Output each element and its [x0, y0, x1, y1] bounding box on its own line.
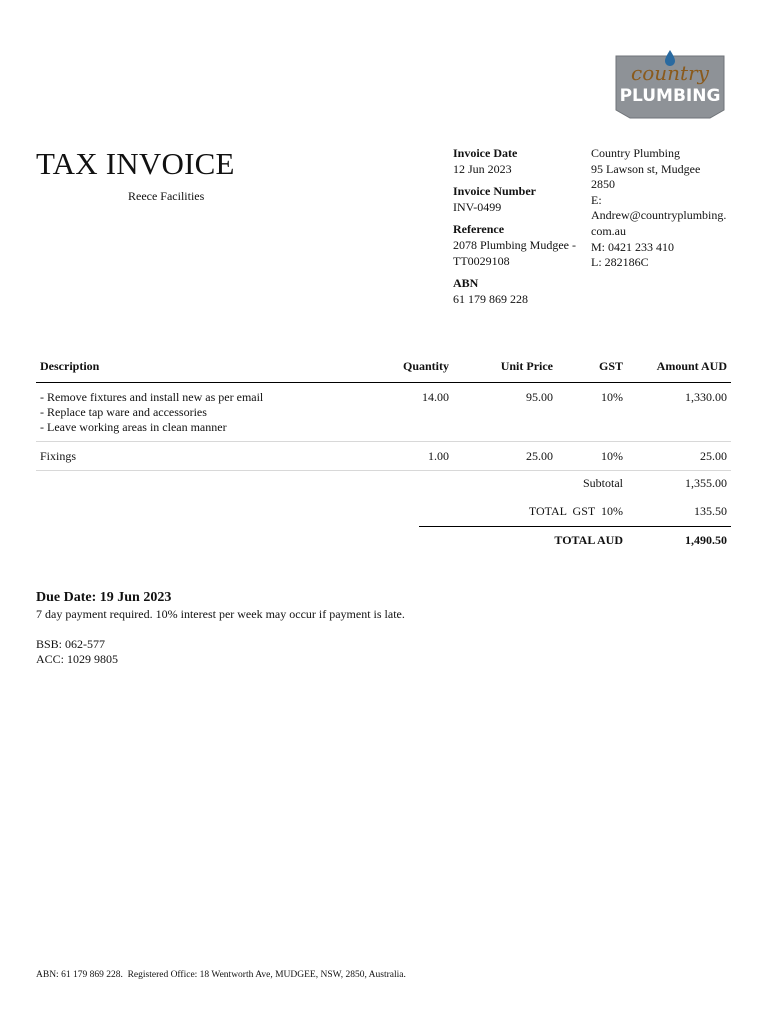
description-line: - Remove fixtures and install new as per email: [40, 390, 264, 404]
company-name: Country Plumbing: [591, 146, 681, 160]
totals-block: [419, 470, 731, 555]
recipient-name: Reece Facilities: [128, 189, 205, 203]
grand-total-label: TOTAL AUD: [554, 533, 623, 547]
col-amount: Amount AUD: [656, 359, 727, 373]
item-unit-price: 25.00: [526, 449, 553, 463]
logo-bold-text: PLUMBING: [619, 86, 721, 106]
company-email: Andrew@countryplumbing.com.au: [591, 208, 727, 238]
item-quantity: 1.00: [428, 449, 449, 463]
email-label: E:: [591, 192, 602, 207]
item-gst: 10%: [601, 449, 623, 463]
company-logo: [612, 50, 728, 122]
abn-label: ABN: [453, 276, 479, 291]
invoice-number-label: Invoice Number: [453, 184, 536, 199]
grand-total-value: 1,490.50: [685, 533, 727, 547]
page-title: TAX INVOICE: [36, 146, 235, 181]
account-number: ACC: 1029 9805: [36, 652, 119, 666]
item-gst: 10%: [601, 390, 623, 404]
payment-terms: 7 day payment required. 10% interest per week may occur if payment is late.: [36, 607, 405, 621]
subtotal-row: [419, 470, 731, 498]
logo-script-text: country: [631, 61, 709, 85]
invoice-meta: [453, 146, 591, 307]
subtotal-label: Subtotal: [582, 476, 623, 490]
item-description: Fixings: [40, 449, 77, 463]
company-mobile: M: 0421 233 410: [591, 239, 675, 254]
bsb: BSB: 062-577: [36, 637, 106, 651]
item-unit-price: 95.00: [526, 390, 553, 404]
reference-label: Reference: [453, 222, 505, 237]
col-quantity: Quantity: [402, 359, 449, 373]
bank-details: [36, 637, 118, 667]
gst-total-value: 135.50: [694, 504, 727, 518]
table-row: [36, 442, 731, 471]
invoice-date-label: Invoice Date: [453, 146, 518, 160]
due-date-heading: Due Date: 19 Jun 2023: [36, 590, 172, 605]
invoice-date: 12 Jun 2023: [453, 161, 512, 176]
col-unit-price: Unit Price: [500, 359, 553, 373]
country-plumbing-logo: [612, 50, 728, 122]
gst-row: [419, 498, 731, 526]
abn-value: 61 179 869 228: [453, 291, 528, 306]
footer-text: ABN: 61 179 869 228. Registered Office: 18 Wentworth Ave, MUDGEE, NSW, 2850, Australia.: [36, 970, 406, 980]
company-address: 95 Lawson st, Mudgee: [591, 161, 701, 176]
grand-total-row: [419, 526, 731, 555]
table-row: [36, 383, 731, 442]
company-postcode: 2850: [591, 177, 615, 192]
col-gst: GST: [598, 359, 623, 373]
reference-line: TT0029108: [453, 253, 510, 268]
item-amount: 1,330.00: [685, 390, 727, 404]
gst-total-label: TOTAL GST 10%: [528, 504, 623, 518]
description-line: - Leave working areas in clean manner: [40, 420, 227, 434]
reference-value: [453, 238, 591, 269]
company-details: [591, 146, 731, 271]
description-line: - Replace tap ware and accessories: [40, 405, 207, 419]
reference-line: 2078 Plumbing Mudgee -: [453, 237, 576, 252]
col-description: Description: [40, 359, 100, 373]
table-header: [36, 357, 731, 383]
subtotal-value: 1,355.00: [685, 476, 727, 490]
line-items-table: [36, 357, 731, 471]
item-quantity: 14.00: [422, 390, 449, 404]
company-licence: L: 282186C: [591, 255, 649, 270]
invoice-number: INV-0499: [453, 199, 502, 214]
item-description: [40, 390, 263, 435]
item-amount: 25.00: [700, 449, 727, 463]
